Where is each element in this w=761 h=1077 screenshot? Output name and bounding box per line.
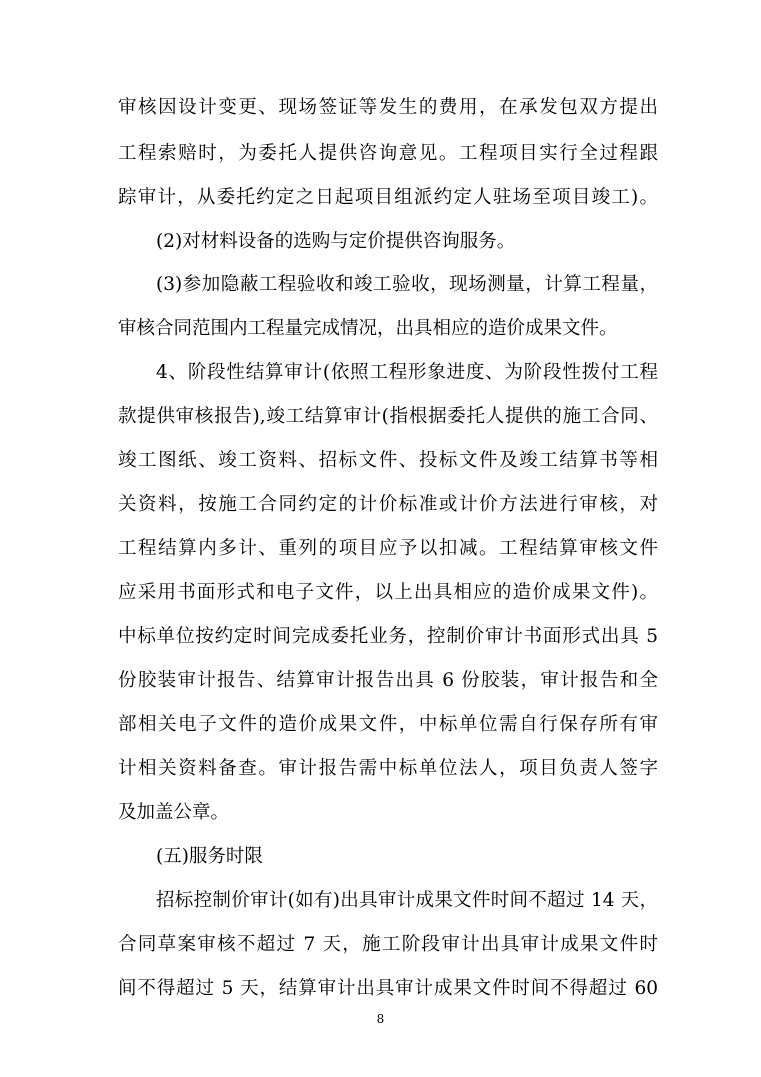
text-line: 招标控制价审计(如有)出具审计成果文件时间不超过 14 天， — [156, 890, 658, 911]
text-line: 踪审计，从委托约定之日起项目组派约定人驻场至项目竣工)。 — [118, 187, 658, 208]
text-line: 审核因设计变更、现场签证等发生的费用，在承发包双方提出 — [118, 97, 658, 118]
text-line: 款提供审核报告),竣工结算审计(指根据委托人提供的施工合同、 — [118, 406, 658, 427]
text-line: 中标单位按约定时间完成委托业务，控制价审计书面形式出具 5 — [118, 626, 658, 647]
text-line: 及加盖公章。 — [118, 802, 230, 823]
section-heading: (五)服务时限 — [156, 846, 263, 867]
page-number: 8 — [376, 1012, 385, 1026]
text-line: 间不得超过 5 天，结算审计出具审计成果文件时间不得超过 60 — [118, 978, 658, 999]
text-line: 部相关电子文件的造价成果文件，中标单位需自行保存所有审 — [118, 714, 658, 735]
text-line: 审核合同范围内工程量完成情况，出具相应的造价成果文件。 — [118, 318, 618, 339]
text-line: 竣工图纸、竣工资料、招标文件、投标文件及竣工结算书等相 — [118, 450, 658, 471]
text-line: 份胶装审计报告、结算审计报告出具 6 份胶装，审计报告和全 — [118, 670, 658, 691]
text-line: 关资料，按施工合同约定的计价标准或计价方法进行审核，对 — [118, 494, 658, 515]
text-line: 4、阶段性结算审计(依照工程形象进度、为阶段性拨付工程 — [156, 362, 658, 383]
text-line: 工程索赔时，为委托人提供咨询意见。工程项目实行全过程跟 — [118, 143, 658, 164]
text-line: (2)对材料设备的选购与定价提供咨询服务。 — [156, 231, 516, 252]
text-line: 计相关资料备查。审计报告需中标单位法人，项目负责人签字 — [118, 758, 658, 779]
text-line: 工程结算内多计、重列的项目应予以扣减。工程结算审核文件 — [118, 538, 658, 559]
text-line: 应采用书面形式和电子文件，以上出具相应的造价成果文件)。 — [118, 582, 658, 603]
text-line: 合同草案审核不超过 7 天，施工阶段审计出具审计成果文件时 — [118, 934, 658, 955]
text-line: (3)参加隐蔽工程验收和竣工验收，现场测量，计算工程量， — [156, 274, 658, 295]
